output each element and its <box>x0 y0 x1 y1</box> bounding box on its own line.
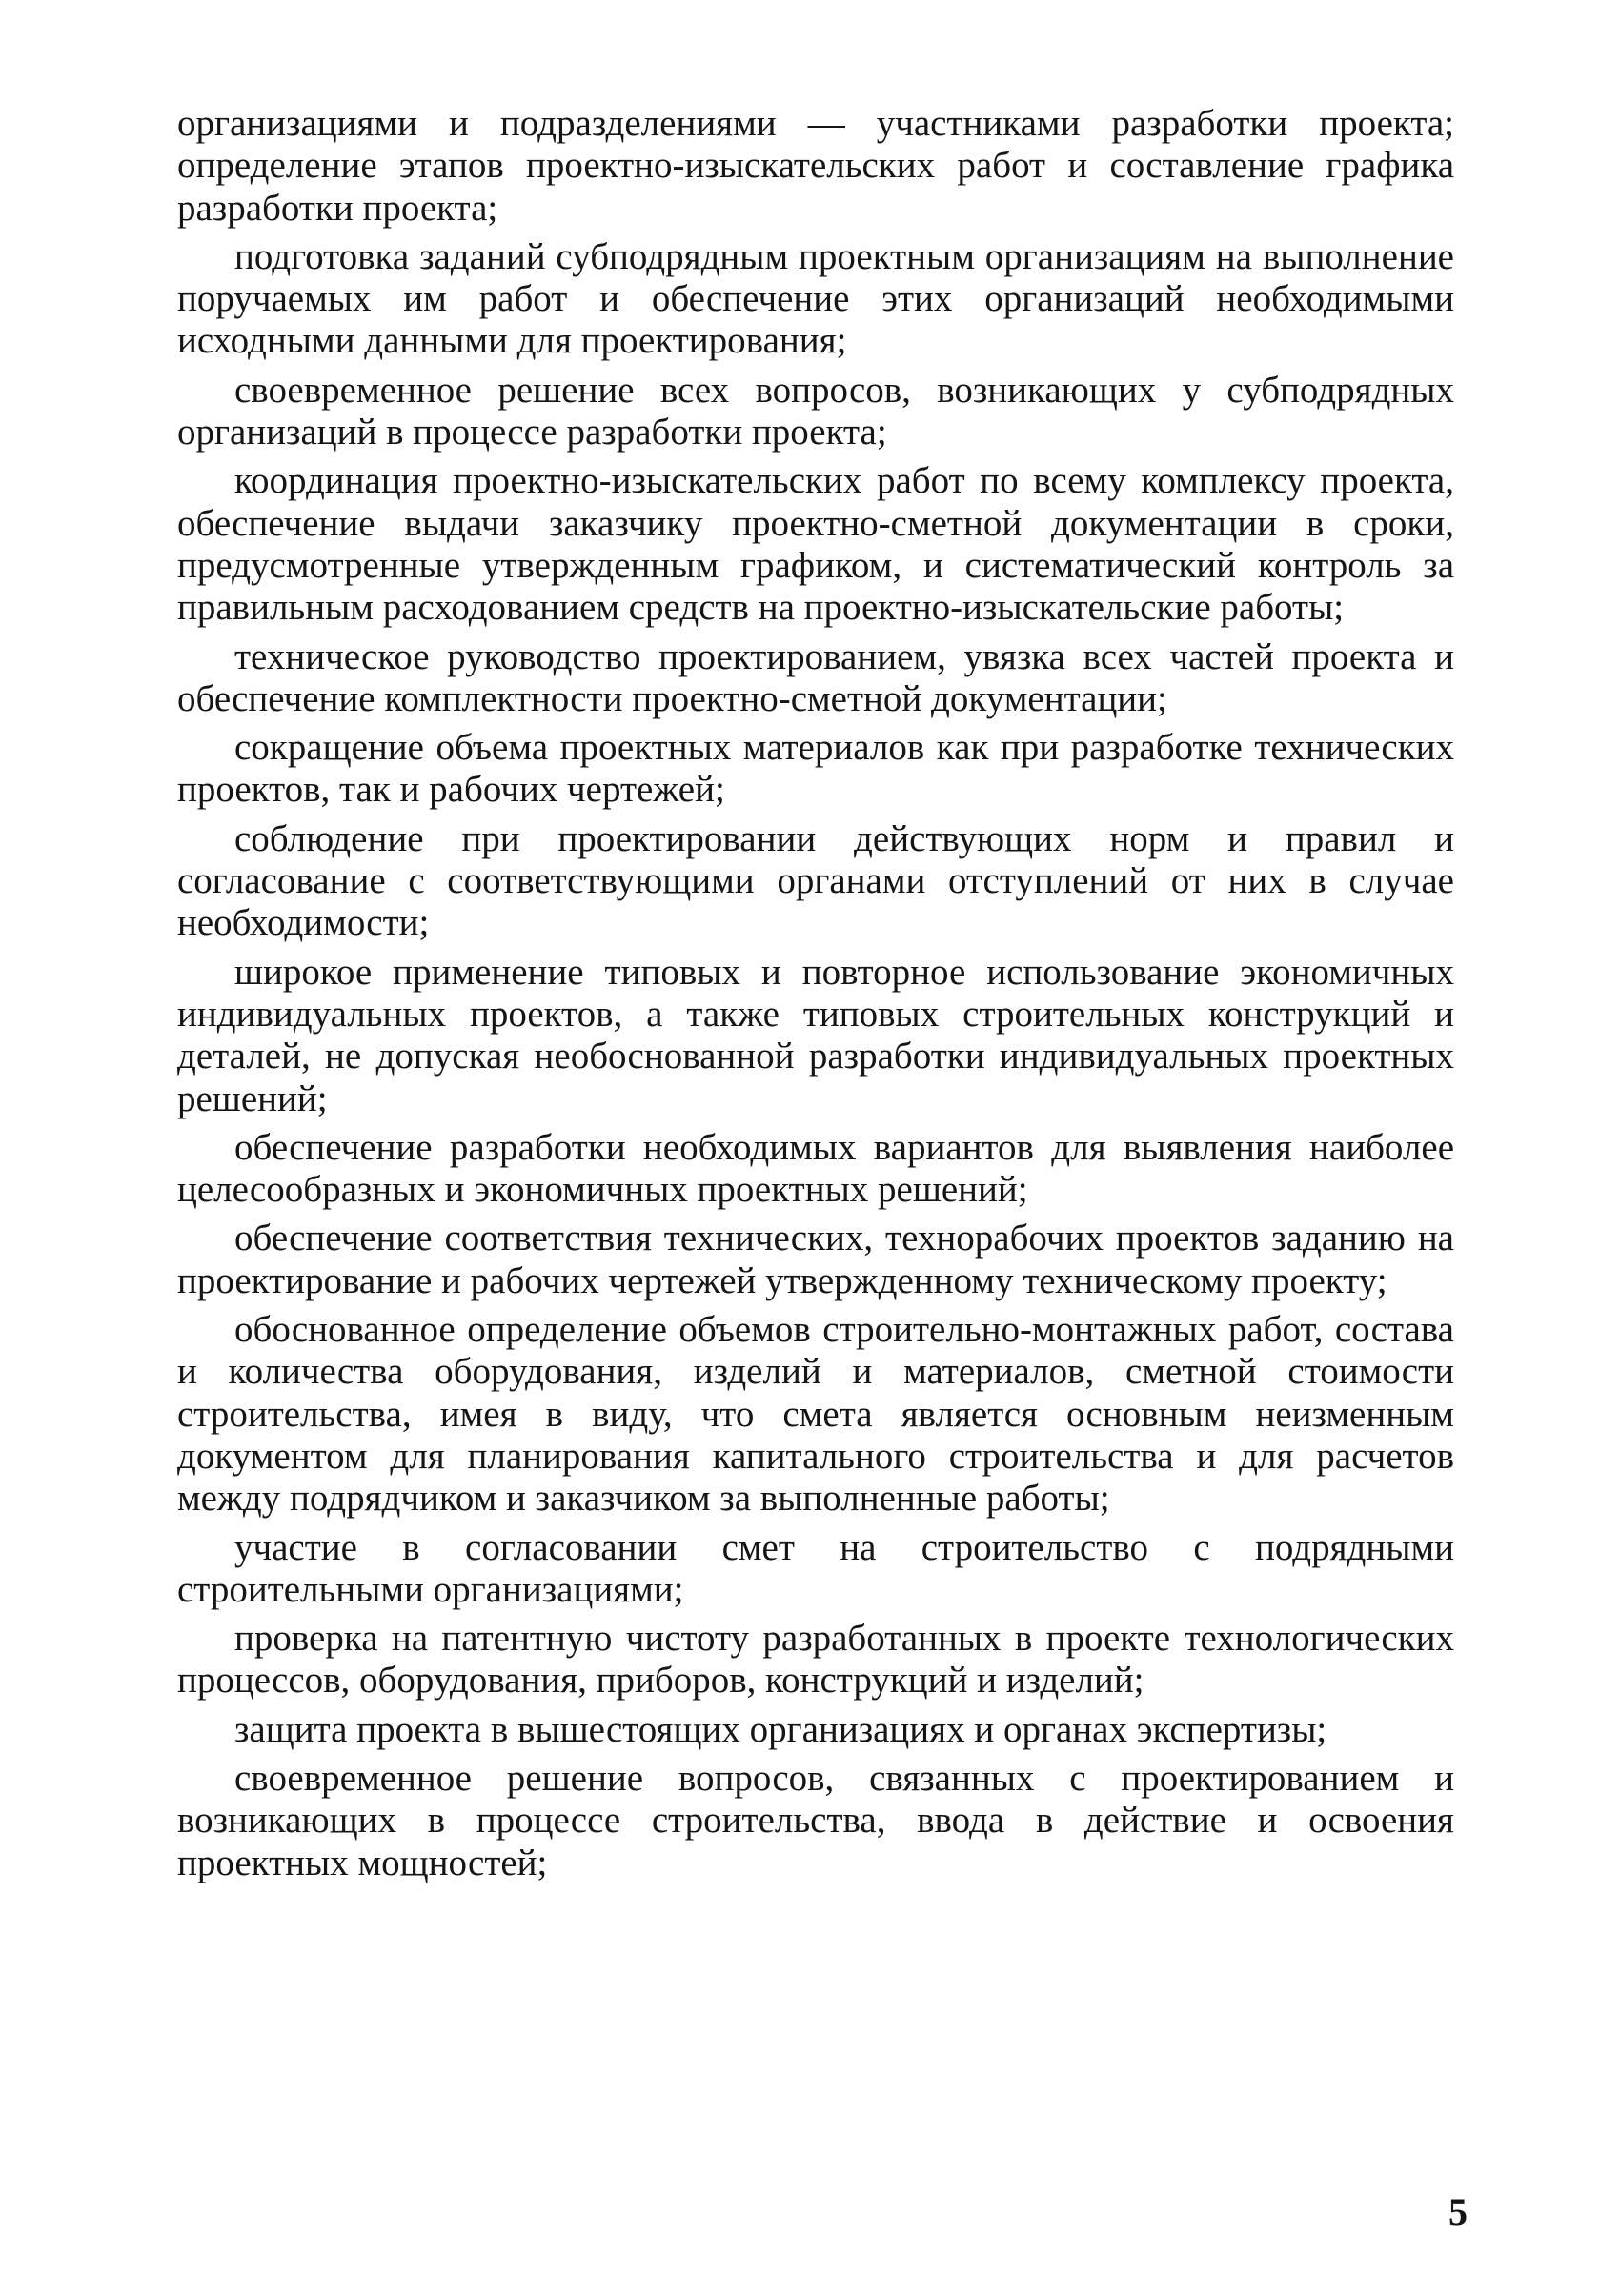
paragraph: своевременное решение всех вопросов, возникающих у субподрядных организаций в процессе разработки проекта; <box>177 369 1454 453</box>
paragraph: обоснованное определение объемов строительно-монтажных работ, состава и количества оборудования, изделий и материалов, сметной стоимости строительства, имея в виду, что смета является основным неизменным документом для планирования капитального строительства и для расчетов между подрядчиком и заказчиком за выполненные работы; <box>177 1309 1454 1520</box>
paragraph: своевременное решение вопросов, связанных с проектированием и возникающих в процессе строительства, ввода в действие и освоения проектных мощностей; <box>177 1757 1454 1883</box>
paragraph: подготовка заданий субподрядным проектным организациям на выполнение поручаемых им работ и обеспечение этих организаций необходимыми исходными данными для проектирования; <box>177 235 1454 362</box>
paragraph: соблюдение при проектировании действующих норм и правил и согласование с соответствующими органами отступлений от них в случае необходимости; <box>177 817 1454 944</box>
paragraph: обеспечение соответствия технических, техноpабочих проектов заданию на проектирование и рабочих чертежей утвержденному техническому проекту; <box>177 1218 1454 1301</box>
paragraph: участие в согласовании смет на строительство с подрядными строительными организациями; <box>177 1526 1454 1610</box>
paragraph: техническое руководство проектированием, увязка всех частей проекта и обеспечение комплектности проектно-сметной документации; <box>177 635 1454 719</box>
paragraph-continuation: организациями и подразделениями — участниками разработки проекта; определение этапов проектно-изыскательских работ и составление графика разработки проекта; <box>177 103 1454 229</box>
paragraph: проверка на патентную чистоту разработанных в проекте технологических процессов, оборудования, приборов, конструкций и изделий; <box>177 1618 1454 1702</box>
paragraph: сокращение объема проектных материалов как при разработке технических проектов, так и рабочих чертежей; <box>177 727 1454 811</box>
paragraph: координация проектно-изыскательских работ по всему комплексу проекта, обеспечение выдачи заказчику проектно-сметной документации в сроки, предусмотренные утвержденным графиком, и систематический контроль за правильным расходованием средств на проектно-изыскательские работы; <box>177 460 1454 629</box>
paragraph: широкое применение типовых и повторное использование экономичных индивидуальных проектов, а также типовых строительных конструкций и деталей, не допуская необоснованной разработки индивидуальных проектных решений; <box>177 951 1454 1119</box>
paragraph: защита проекта в вышестоящих организациях и органах экспертизы; <box>234 1708 1327 1750</box>
page-number: 5 <box>1448 2190 1468 2233</box>
body-text <box>177 103 1454 1891</box>
paragraph: обеспечение разработки необходимых вариантов для выявления наиболее целесообразных и экономичных проектных решений; <box>177 1126 1454 1211</box>
